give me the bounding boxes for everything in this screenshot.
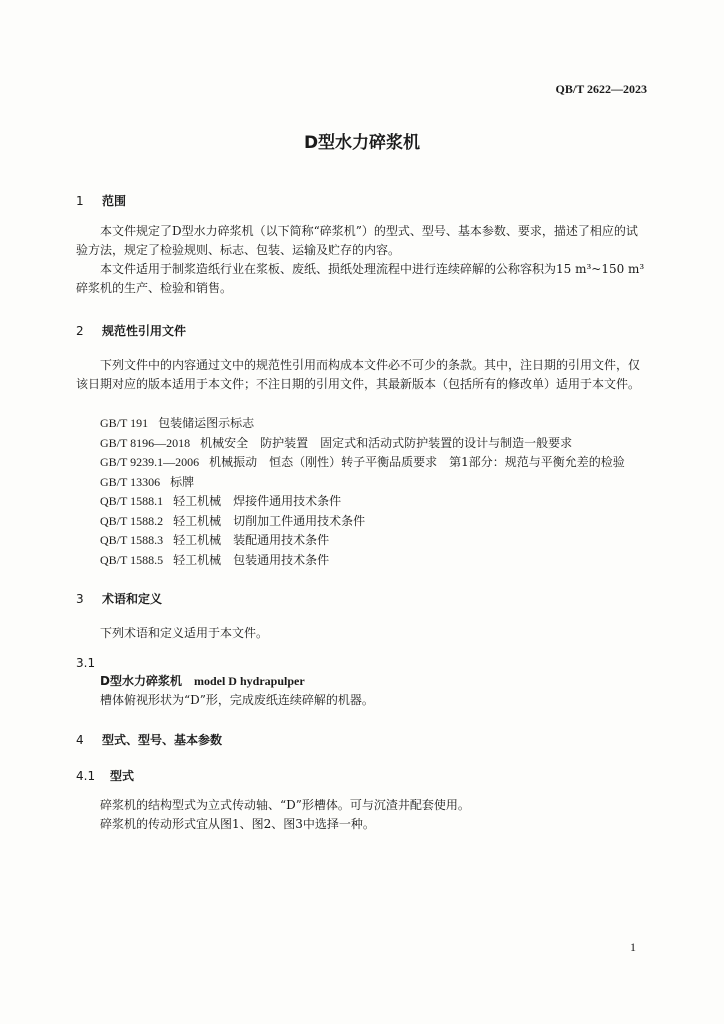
scope-paragraph-2: 本文件适用于制浆造纸行业在浆板、废纸、损纸处理流程中进行连续碎解的公称容积为15 m³~150 m³碎浆机的生产、检验和销售。 xyxy=(76,262,645,295)
reference-item xyxy=(100,512,625,532)
reference-item xyxy=(100,473,625,493)
reference-title: 轻工机械 焊接件通用技术条件 xyxy=(173,494,342,508)
section-number: 1 xyxy=(76,194,84,208)
reference-code: GB/T 8196—2018 xyxy=(100,435,191,450)
reference-item xyxy=(100,453,625,473)
section-title: 范围 xyxy=(102,194,127,208)
section-heading-terms xyxy=(76,590,162,607)
terms-intro: 下列术语和定义适用于本文件。 xyxy=(100,626,269,640)
section-heading-normative-refs xyxy=(76,322,186,339)
section-title: 规范性引用文件 xyxy=(102,324,187,338)
section-heading-types xyxy=(76,731,222,748)
term-chinese: D型水力碎浆机 xyxy=(100,674,182,688)
reference-code: QB/T 1588.3 xyxy=(100,533,164,547)
page-number: 1 xyxy=(630,940,636,954)
standard-code: QB/T 2622—2023 xyxy=(555,82,647,96)
types-paragraph-2: 碎浆机的传动形式宜从图1、图2、图3中选择一种。 xyxy=(100,817,375,831)
reference-code: QB/T 1588.2 xyxy=(100,513,164,528)
reference-title: 轻工机械 装配通用技术条件 xyxy=(173,533,330,547)
section-heading-scope xyxy=(76,192,126,209)
reference-item xyxy=(100,551,625,571)
normative-refs-intro: 下列文件中的内容通过文中的规范性引用而构成本文件必不可少的条款。其中，注日期的引用文件，仅该日期对应的版本适用于本文件；不注日期的引用文件，其最新版本（包括所有的修改单）适用于本文件。 xyxy=(76,358,641,391)
reference-item xyxy=(100,492,625,512)
reference-title: 轻工机械 包装通用技术条件 xyxy=(173,552,330,567)
reference-title: 标牌 xyxy=(170,474,195,489)
section-title: 型式、型号、基本参数 xyxy=(102,733,223,747)
document-title: D型水力碎浆机 xyxy=(303,133,421,153)
term-definition: 槽体俯视形状为“D”形，完成废纸连续碎解的机器。 xyxy=(100,693,374,707)
reference-title: 机械安全 防护装置 固定式和活动式防护装置的设计与制造一般要求 xyxy=(200,435,573,450)
reference-list xyxy=(100,414,625,570)
subsection-heading-type xyxy=(76,767,134,784)
reference-code: GB/T 191 xyxy=(100,416,149,430)
term-entry xyxy=(100,672,305,689)
reference-item xyxy=(100,414,625,434)
reference-title: 轻工机械 切削加工件通用技术条件 xyxy=(173,513,366,528)
reference-title: 机械振动 恒态（刚性）转子平衡品质要求 第1部分：规范与平衡允差的检验 xyxy=(209,455,625,469)
subsection-title: 型式 xyxy=(110,769,135,783)
term-english: model D hydrapulper xyxy=(193,674,305,688)
section-title: 术语和定义 xyxy=(102,592,163,606)
section-number: 2 xyxy=(76,324,84,338)
types-paragraph-1: 碎浆机的结构型式为立式传动轴、“D”形槽体。可与沉渣井配套使用。 xyxy=(100,798,470,812)
section-number: 4 xyxy=(76,733,84,747)
reference-item xyxy=(100,531,625,551)
reference-code: QB/T 1588.1 xyxy=(100,494,164,508)
clause-number: 3.1 xyxy=(76,656,96,670)
reference-code: QB/T 1588.5 xyxy=(100,552,164,567)
reference-code: GB/T 13306 xyxy=(100,474,161,489)
reference-code: GB/T 9239.1—2006 xyxy=(100,455,200,469)
subsection-number: 4.1 xyxy=(76,769,96,783)
section-number: 3 xyxy=(76,592,84,606)
reference-title: 包装储运图示标志 xyxy=(158,416,255,430)
scope-paragraph-1: 本文件规定了D型水力碎浆机（以下简称“碎浆机”）的型式、型号、基本参数、要求，描述了相应的试验方法，规定了检验规则、标志、包装、运输及贮存的内容。 xyxy=(76,224,638,257)
reference-item xyxy=(100,434,625,454)
